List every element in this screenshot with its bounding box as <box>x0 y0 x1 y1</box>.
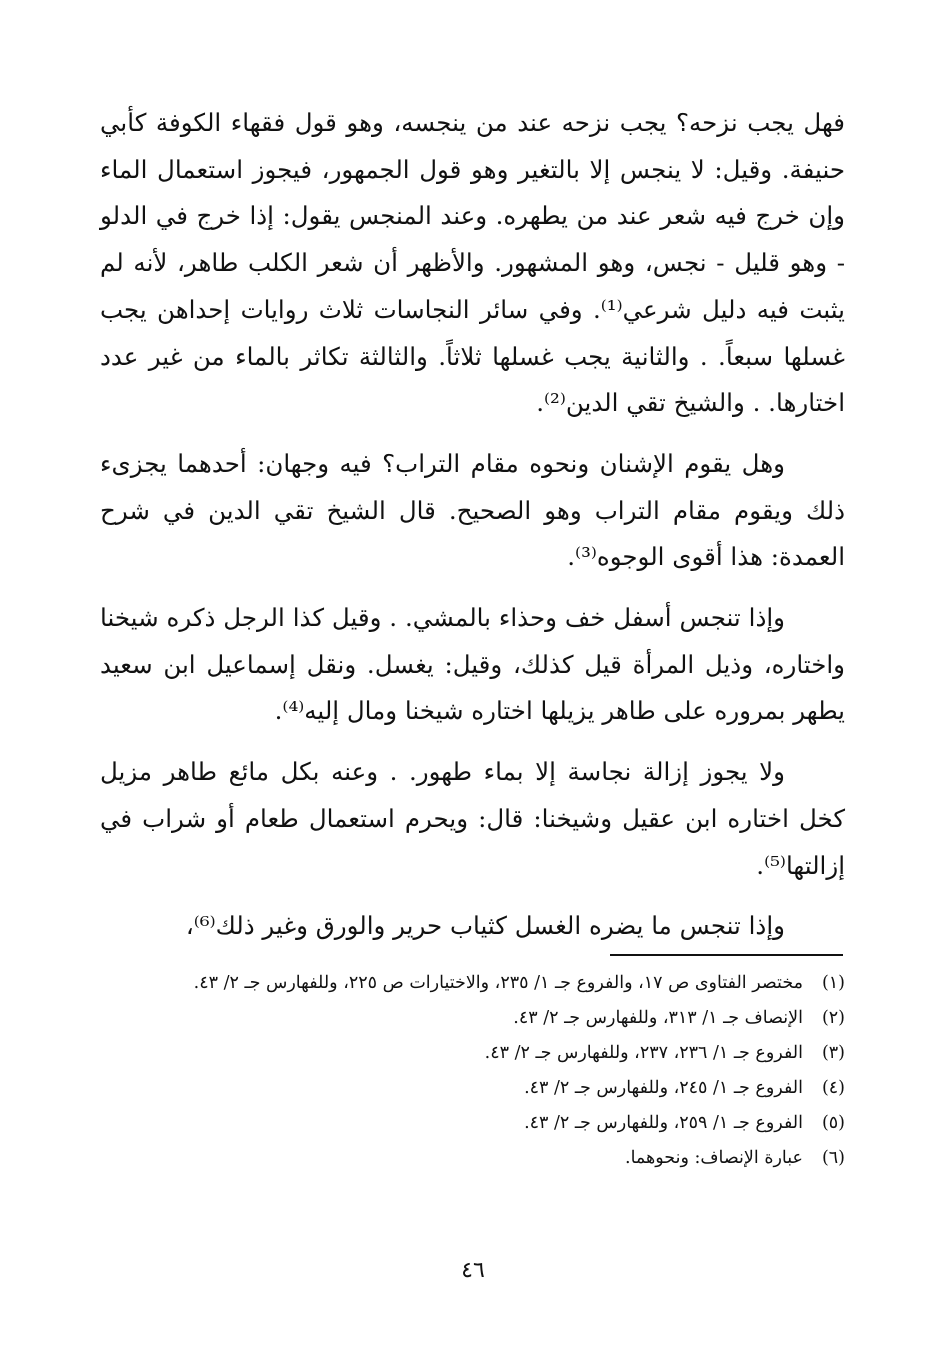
footnote-number: (٦) <box>821 1148 845 1168</box>
footnote-number: (١) <box>821 973 845 993</box>
footnote-2 <box>100 1001 845 1036</box>
footnote-4 <box>100 1071 845 1106</box>
footnote-text: الإنصاف جـ ١/ ٣١٣، وللفهارس جـ ٢/ ٤٣. <box>513 1008 803 1028</box>
paragraph-2: وهل يقوم الإشنان ونحوه مقام التراب؟ فيه وجهان: أحدهما يجزىء ذلك ويقوم مقام التراب وهو الصحيح. قال الشيخ تقي الدين في شرح العمدة: هذا أقوى الوجوه⁽³⁾. <box>100 448 845 572</box>
main-text <box>100 100 845 964</box>
footnote-number: (٤) <box>821 1078 845 1098</box>
footnote-text: الفروع جـ ١/ ٢٤٥، وللفهارس جـ ٢/ ٤٣. <box>524 1078 803 1098</box>
paragraph-1: فهل يجب نزحه؟ يجب نزحه عند من ينجسه، وهو قول فقهاء الكوفة كأبي حنيفة. وقيل: لا ينجس إلا بالتغير وهو قول الجمهور، فيجوز استعمال الماء وإن خرج فيه شعر عند من يطهره. وعند المنجس يقول: إذا خرج في الدلو - وهو قليل - نجس، وهو المشهور. والأظهر أن شعر الكلب طاهر، لأنه لم يثبت فيه دليل شرعي⁽¹⁾. وفي سائر النجاسات ثلاث روايات إحداهن يجب غسلها سبعاً. . والثانية يجب غسلها ثلاثاً. والثالثة تكاثر بالماء من غير عدد اختارها. . والشيخ تقي الدين⁽²⁾. <box>100 108 845 418</box>
footnote-text: عبارة الإنصاف: ونحوهما. <box>625 1148 803 1168</box>
paragraph-3: وإذا تنجس أسفل خف وحذاء بالمشي. . وقيل كذا الرجل ذكره شيخنا واختاره، وذيل المرأة قيل كذلك، وقيل: يغسل. ونقل إسماعيل ابن سعيد يطهر بمروره على طاهر يزيلها اختاره شيخنا ومال إليه⁽⁴⁾. <box>100 603 845 726</box>
footnote-text: مختصر الفتاوى ص ١٧، والفروع جـ ١/ ٢٣٥، والاختيارات ص ٢٢٥، وللفهارس جـ ٢/ ٤٣. <box>193 973 803 993</box>
footnote-number: (٥) <box>821 1113 845 1133</box>
footnote-1 <box>100 966 845 1001</box>
footnote-text: الفروع جـ ١/ ٢٥٩، وللفهارس جـ ٢/ ٤٣. <box>524 1113 803 1133</box>
paragraph-5: وإذا تنجس ما يضره الغسل كثياب حرير والورق وغير ذلك⁽⁶⁾، <box>185 911 785 941</box>
footnote-text: الفروع جـ ١/ ٢٣٦، ٢٣٧، وللفهارس جـ ٢/ ٤٣. <box>484 1043 803 1063</box>
footnote-5 <box>100 1106 845 1141</box>
paragraph-4: ولا يجوز إزالة نجاسة إلا بماء طهور. . وعنه بكل مائع طاهر مزيل كخل اختاره ابن عقيل وشيخنا: قال: ويحرم استعمال طعام أو شراب في إزالتها⁽⁵⁾. <box>100 757 845 880</box>
footnote-3 <box>100 1036 845 1071</box>
footnote-divider <box>610 954 843 956</box>
page-number: ٤٦ <box>461 1258 485 1283</box>
footnotes <box>100 966 845 1176</box>
footnote-number: (٢) <box>821 1008 845 1028</box>
footnote-number: (٣) <box>821 1043 845 1063</box>
footnote-6 <box>100 1141 845 1176</box>
